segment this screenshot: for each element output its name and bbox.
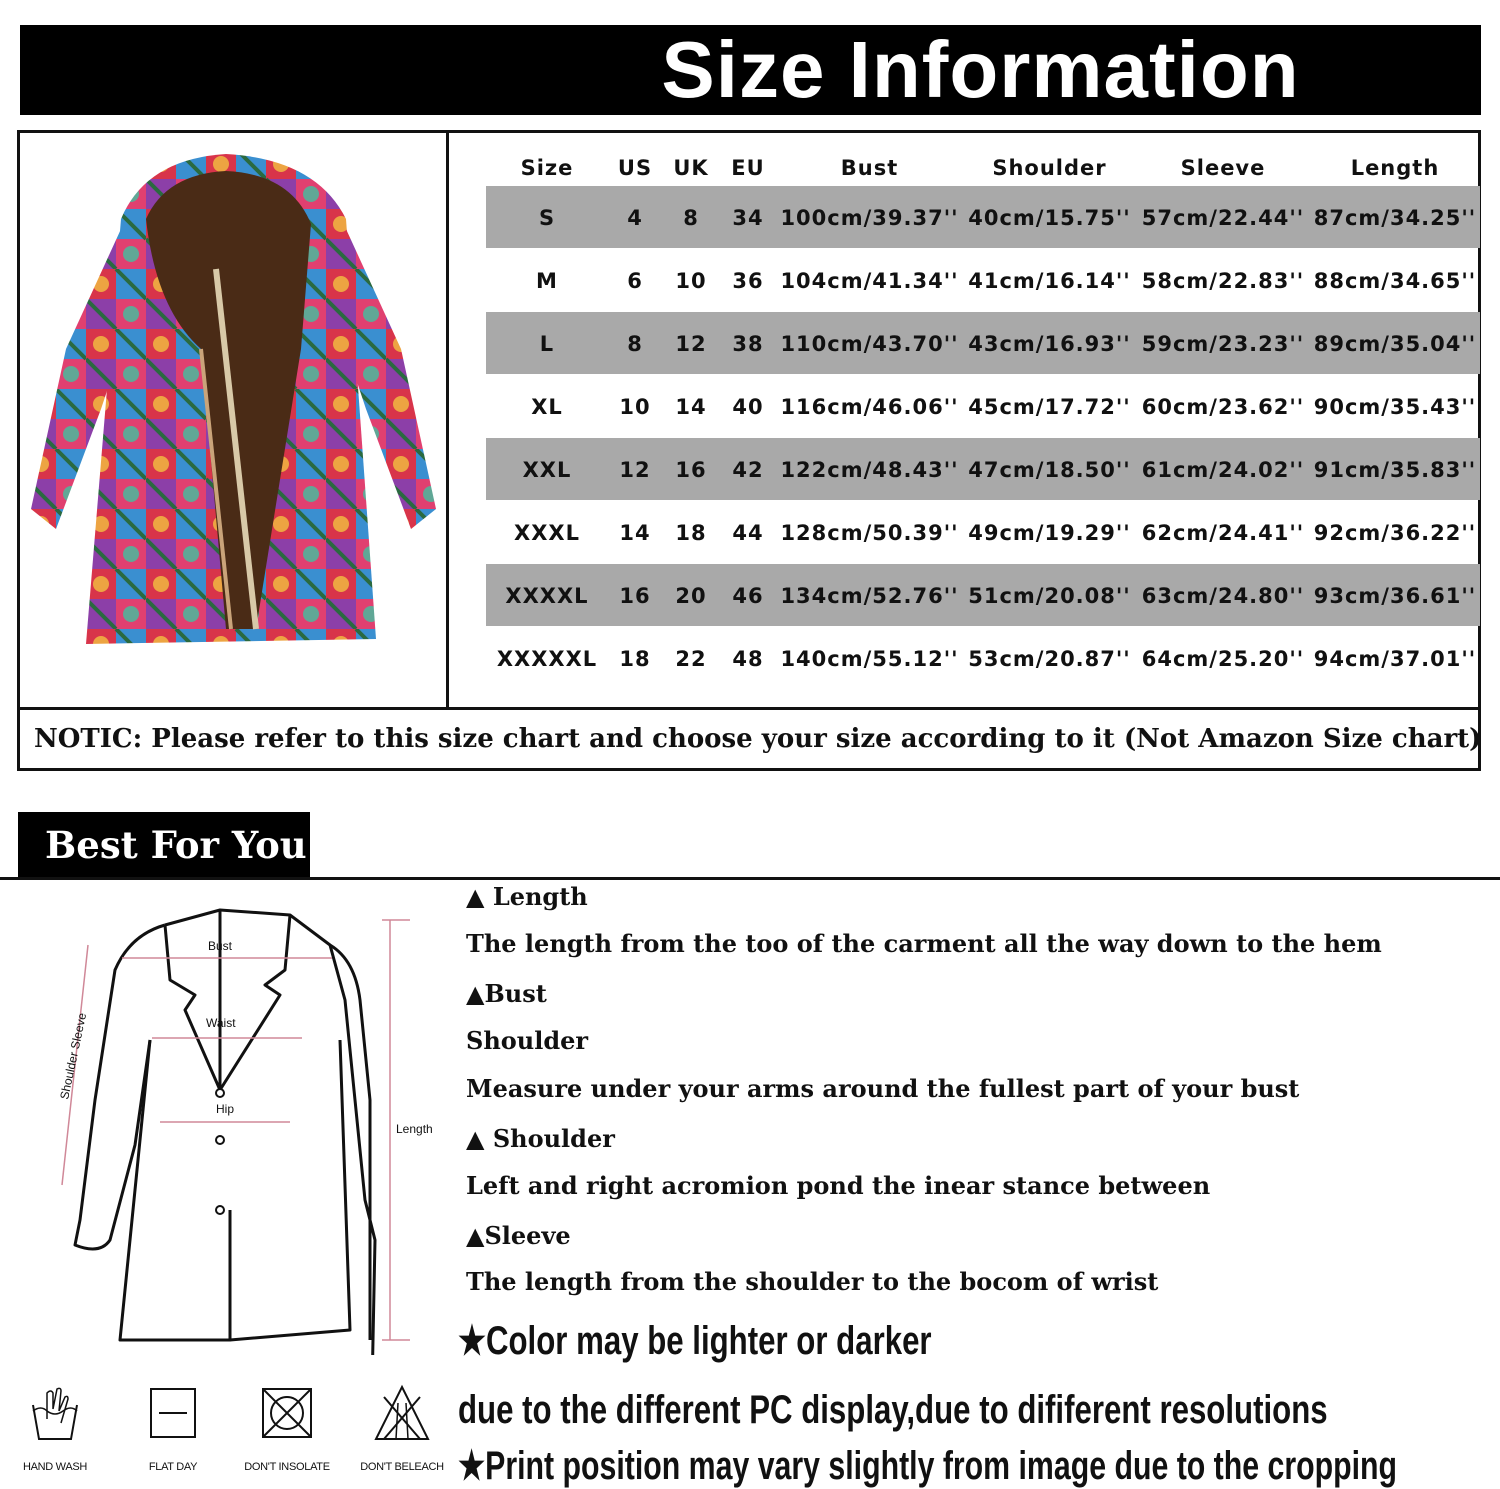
desc-heading-bust: ▲Bust	[466, 979, 547, 1008]
table-cell: XXXL	[514, 520, 580, 545]
table-cell: 59cm/23.23''	[1141, 331, 1305, 356]
table-cell: 46	[732, 583, 764, 608]
desc-text-length: The length from the too of the carment all the way down to the hem	[466, 929, 1382, 958]
table-cell: 40cm/15.75''	[968, 205, 1131, 230]
table-cell: 92cm/36.22''	[1313, 520, 1477, 545]
col-header: UK	[673, 156, 709, 180]
flat-dry-icon	[143, 1383, 203, 1443]
desc-text-bust: Measure under your arms around the fullest part of your bust	[466, 1074, 1300, 1103]
table-cell: 51cm/20.08''	[968, 583, 1131, 608]
bust-label: Bust	[208, 939, 233, 953]
table-row	[467, 375, 1477, 438]
care-flat-dry	[118, 1383, 228, 1473]
table-cell: 57cm/22.44''	[1141, 205, 1305, 230]
table-cell: 42	[732, 457, 764, 482]
table-cell: S	[538, 205, 556, 230]
table-cell: 18	[675, 520, 707, 545]
table-cell: 134cm/52.76''	[780, 583, 959, 608]
table-cell: 110cm/43.70''	[780, 331, 959, 356]
table-cell: 93cm/36.61''	[1313, 583, 1477, 608]
table-cell: 90cm/35.43''	[1313, 394, 1477, 419]
table-cell: 22	[675, 646, 707, 671]
care-label: HAND WASH	[22, 1461, 88, 1473]
table-cell: 45cm/17.72''	[968, 394, 1131, 419]
note-display: due to the different PC display,due to dififerent resolutions	[458, 1388, 1328, 1432]
desc-heading-shoulder: ▲ Shoulder	[466, 1124, 615, 1153]
product-photo	[26, 149, 438, 649]
table-cell: 36	[732, 268, 764, 293]
table-cell: 16	[675, 457, 707, 482]
table-cell: 43cm/16.93''	[968, 331, 1131, 356]
desc-text-sleeve: The length from the shoulder to the bocom of wrist	[466, 1267, 1159, 1296]
table-row	[467, 438, 1477, 501]
table-cell: 62cm/24.41''	[1141, 520, 1305, 545]
header-bar	[20, 25, 1481, 115]
table-cell: 88cm/34.65''	[1313, 268, 1477, 293]
length-label: Length	[396, 1122, 433, 1136]
table-row	[467, 312, 1477, 375]
table-row	[467, 249, 1477, 312]
table-cell: XXXXXL	[496, 646, 598, 671]
table-cell: 40	[732, 394, 764, 419]
table-cell: 104cm/41.34''	[780, 268, 959, 293]
page-title: Size Information	[661, 25, 1300, 114]
care-label: DON'T INSOLATE	[244, 1461, 330, 1473]
table-cell: 4	[627, 205, 643, 230]
table-cell: 53cm/20.87''	[968, 646, 1131, 671]
table-cell: XXL	[522, 457, 572, 482]
note-color: ★Color may be lighter or darker	[458, 1319, 932, 1363]
table-cell: 48	[732, 646, 764, 671]
col-header: US	[617, 156, 653, 180]
vertical-divider	[446, 133, 449, 707]
table-cell: 10	[619, 394, 651, 419]
table-cell: 60cm/23.62''	[1141, 394, 1305, 419]
care-label: DON'T BELEACH	[360, 1461, 444, 1473]
table-cell: 89cm/35.04''	[1313, 331, 1477, 356]
care-hand-wash	[0, 1383, 110, 1473]
col-header: Bust	[840, 156, 899, 180]
desc-heading-length: ▲ Length	[466, 882, 588, 911]
table-cell: 63cm/24.80''	[1141, 583, 1305, 608]
table-cell: 12	[675, 331, 707, 356]
table-cell: 116cm/46.06''	[780, 394, 959, 419]
table-cell: 94cm/37.01''	[1313, 646, 1477, 671]
table-cell: 14	[619, 520, 651, 545]
table-cell: 10	[675, 268, 707, 293]
section-title: Best For You	[18, 812, 310, 878]
table-cell: 122cm/48.43''	[780, 457, 959, 482]
shoulder-sleeve-label: Shoulder Sleeve	[57, 1011, 90, 1101]
table-row	[467, 627, 1477, 690]
size-chart-box	[17, 130, 1481, 771]
table-cell: 8	[627, 331, 643, 356]
table-cell: 64cm/25.20''	[1141, 646, 1305, 671]
desc-text-shoulder: Left and right acromion pond the inear stance between	[466, 1171, 1211, 1200]
desc-heading-sleeve: ▲Sleeve	[466, 1221, 571, 1250]
measurement-diagram	[40, 900, 460, 1355]
table-row	[467, 186, 1477, 249]
table-cell: XXXXL	[505, 583, 589, 608]
table-cell: 6	[627, 268, 643, 293]
col-header: Size	[520, 156, 574, 180]
table-cell: XL	[531, 394, 563, 419]
table-cell: 140cm/55.12''	[780, 646, 959, 671]
table-cell: 87cm/34.25''	[1313, 205, 1477, 230]
table-cell: 34	[732, 205, 764, 230]
table-cell: 100cm/39.37''	[780, 205, 959, 230]
table-body	[467, 186, 1477, 690]
size-notice: NOTIC: Please refer to this size chart and choose your size according to it (Not Amazon Size chart)	[34, 724, 1482, 754]
table-cell: 18	[619, 646, 651, 671]
section-rule	[0, 877, 1500, 880]
table-cell: 58cm/22.83''	[1141, 268, 1305, 293]
col-header: Shoulder	[992, 156, 1107, 180]
dont-bleach-icon	[372, 1383, 432, 1443]
table-cell: 128cm/50.39''	[780, 520, 959, 545]
desc-subheading-shoulder: Shoulder	[466, 1026, 589, 1055]
table-row	[467, 501, 1477, 564]
table-cell: 20	[675, 583, 707, 608]
table-cell: 44	[732, 520, 764, 545]
table-cell: 12	[619, 457, 651, 482]
hip-label: Hip	[216, 1102, 235, 1116]
waist-label: Waist	[206, 1016, 236, 1030]
care-label: FLAT DAY	[148, 1461, 198, 1473]
table-cell: 14	[675, 394, 707, 419]
dont-insolate-icon	[257, 1383, 317, 1443]
table-cell: 16	[619, 583, 651, 608]
table-cell: 47cm/18.50''	[968, 457, 1131, 482]
col-header: EU	[731, 156, 765, 180]
table-header	[467, 150, 1467, 186]
table-cell: 61cm/24.02''	[1141, 457, 1305, 482]
size-table	[467, 150, 1477, 690]
table-cell: 49cm/19.29''	[968, 520, 1131, 545]
hand-wash-icon	[25, 1383, 85, 1443]
table-cell: 91cm/35.83''	[1313, 457, 1477, 482]
table-cell: 38	[732, 331, 764, 356]
care-dont-insolate	[232, 1383, 342, 1473]
table-cell: 41cm/16.14''	[968, 268, 1131, 293]
col-header: Length	[1350, 156, 1440, 180]
table-cell: 8	[683, 205, 699, 230]
note-print: ★Print position may vary slightly from image due to the cropping	[458, 1444, 1398, 1488]
table-cell: L	[539, 331, 555, 356]
col-header: Sleeve	[1180, 156, 1266, 180]
table-row	[467, 564, 1477, 627]
table-cell: M	[536, 268, 558, 293]
care-dont-bleach	[347, 1383, 457, 1473]
